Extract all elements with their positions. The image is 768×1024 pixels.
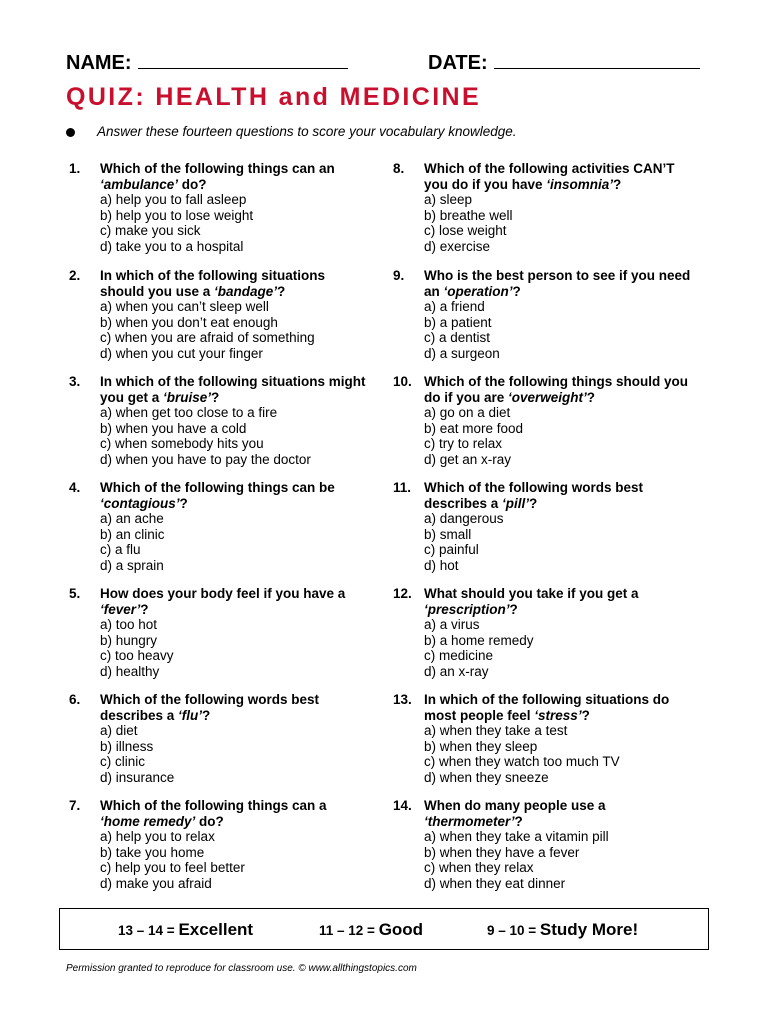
answer-options xyxy=(100,299,369,361)
question-text: Which of the following activities CAN’T you do if you have xyxy=(424,161,675,192)
answer-option[interactable]: d) a sprain xyxy=(100,557,164,573)
question-number: 6. xyxy=(69,692,81,707)
answer-option[interactable]: b) a patient xyxy=(424,314,492,330)
answer-option[interactable]: c) too heavy xyxy=(100,648,174,664)
answer-options xyxy=(424,617,693,679)
name-blank-line[interactable] xyxy=(138,50,348,69)
vocabulary-term: ‘bruise’ xyxy=(163,389,212,405)
answer-option[interactable]: d) make you afraid xyxy=(100,875,212,891)
score-good xyxy=(319,920,423,940)
answer-option[interactable]: c) medicine xyxy=(424,648,494,664)
answer-option[interactable]: b) illness xyxy=(100,738,154,754)
question-number: 2. xyxy=(69,268,81,283)
question-end: do? xyxy=(195,813,224,829)
answer-option[interactable]: c) when they relax xyxy=(424,860,534,876)
question-stem xyxy=(100,374,369,405)
question-number: 4. xyxy=(69,480,81,495)
question-stem xyxy=(100,692,369,723)
answer-option[interactable]: a) help you to relax xyxy=(100,829,215,845)
answer-option[interactable]: d) exercise xyxy=(424,238,491,254)
question-text: Which of the following things can an xyxy=(100,161,335,176)
question-text: Who is the best person to see if you need an xyxy=(424,268,691,299)
vocabulary-term: ‘operation’ xyxy=(443,283,513,299)
date-field xyxy=(428,50,700,75)
answer-option[interactable]: b) hungry xyxy=(100,632,158,648)
answer-option[interactable]: b) when they sleep xyxy=(424,738,538,754)
answer-options xyxy=(424,405,693,467)
answer-option[interactable]: d) when they sneeze xyxy=(424,769,549,785)
question-stem xyxy=(424,161,693,192)
answer-option[interactable]: a) sleep xyxy=(424,192,473,208)
question-text: Which of the following things should you do if you are xyxy=(424,374,688,405)
question-end: ? xyxy=(613,176,622,192)
score-range: 11 – 12 = xyxy=(319,923,379,938)
question-end: ? xyxy=(586,389,596,405)
question-4 xyxy=(69,480,369,574)
answer-options xyxy=(424,829,693,891)
question-stem xyxy=(424,798,693,829)
answer-option[interactable]: a) an ache xyxy=(100,511,164,527)
score-study-more xyxy=(487,920,638,940)
answer-options xyxy=(100,405,369,467)
vocabulary-term: ‘insomnia’ xyxy=(546,176,614,192)
bullet-icon xyxy=(66,128,75,137)
question-stem xyxy=(100,586,369,617)
question-end: do? xyxy=(178,176,207,192)
answer-options xyxy=(100,617,369,679)
answer-option[interactable]: d) when you cut your finger xyxy=(100,345,263,361)
question-end: ? xyxy=(211,389,220,405)
question-8 xyxy=(393,161,693,255)
answer-option[interactable]: d) a surgeon xyxy=(424,345,500,361)
answer-option[interactable]: a) when they take a test xyxy=(424,723,568,739)
question-end: ? xyxy=(202,707,211,723)
score-word: Good xyxy=(378,920,424,939)
answer-option[interactable]: a) a virus xyxy=(424,617,480,633)
answer-option[interactable]: a) a friend xyxy=(424,299,485,315)
question-end: ? xyxy=(140,601,149,617)
answer-option[interactable]: b) when you have a cold xyxy=(100,420,247,436)
answer-option[interactable]: d) healthy xyxy=(100,663,160,679)
question-10 xyxy=(393,374,693,468)
vocabulary-term: ‘fever’ xyxy=(100,601,141,617)
question-end: ? xyxy=(509,601,518,617)
name-field xyxy=(66,50,348,75)
question-number: 3. xyxy=(69,374,81,389)
answer-option[interactable]: c) a flu xyxy=(100,542,141,558)
answer-option[interactable]: c) lose weight xyxy=(424,223,507,239)
question-stem xyxy=(100,480,369,511)
answer-option[interactable]: c) clinic xyxy=(100,754,146,770)
question-text: In which of the following situations should you use a xyxy=(100,268,325,299)
question-end: ? xyxy=(529,495,538,511)
answer-option[interactable]: d) hot xyxy=(424,557,459,573)
question-number: 13. xyxy=(393,692,412,707)
question-text: What should you take if you get a xyxy=(424,586,639,601)
answer-option[interactable]: b) breathe well xyxy=(424,207,513,223)
question-stem xyxy=(424,692,693,723)
answer-option[interactable]: b) a home remedy xyxy=(424,632,534,648)
vocabulary-term: ‘thermometer’ xyxy=(424,813,515,829)
answer-option[interactable]: b) when you don’t eat enough xyxy=(100,314,278,330)
answer-option[interactable]: c) when somebody hits you xyxy=(100,436,264,452)
permission-footer: Permission granted to reproduce for classroom use. © www.allthingstopics.com xyxy=(66,963,417,974)
question-end: ? xyxy=(277,283,286,299)
vocabulary-term: ‘ambulance’ xyxy=(100,176,179,192)
question-end: ? xyxy=(512,283,521,299)
question-stem xyxy=(100,798,369,829)
answer-option[interactable]: d) an x-ray xyxy=(424,663,489,679)
question-9 xyxy=(393,268,693,362)
answer-options xyxy=(100,829,369,891)
question-14 xyxy=(393,798,693,892)
answer-options xyxy=(424,192,693,254)
answer-option[interactable]: b) when they have a fever xyxy=(424,844,580,860)
question-number: 9. xyxy=(393,268,405,283)
quiz-title: QUIZ: HEALTH and MEDICINE xyxy=(66,83,482,111)
question-number: 11. xyxy=(393,480,412,495)
answer-option[interactable]: b) help you to lose weight xyxy=(100,207,254,223)
question-text: Which of the following things can a xyxy=(100,798,327,813)
score-range: 9 – 10 = xyxy=(487,923,540,938)
name-label: NAME: xyxy=(66,52,132,74)
answer-option[interactable]: b) eat more food xyxy=(424,420,524,436)
question-11 xyxy=(393,480,693,574)
answer-option[interactable]: c) help you to feel better xyxy=(100,860,245,876)
question-text: In which of the following situations might you get a xyxy=(100,374,366,405)
question-text: Which of the following words best describes a xyxy=(424,480,643,511)
answer-option[interactable]: c) try to relax xyxy=(424,436,503,452)
question-number: 14. xyxy=(393,798,412,813)
answer-option[interactable]: a) when get too close to a fire xyxy=(100,405,278,421)
answer-options xyxy=(100,723,369,785)
question-end: ? xyxy=(581,707,590,723)
question-stem xyxy=(100,268,369,299)
answer-options xyxy=(100,192,369,254)
answer-option[interactable]: c) when they watch too much TV xyxy=(424,754,620,770)
answer-option[interactable]: d) insurance xyxy=(100,769,175,785)
answer-option[interactable]: a) help you to fall asleep xyxy=(100,192,247,208)
vocabulary-term: ‘overweight’ xyxy=(508,389,587,405)
question-12 xyxy=(393,586,693,680)
answer-option[interactable]: c) a dentist xyxy=(424,330,491,346)
vocabulary-term: ‘contagious’ xyxy=(100,495,180,511)
score-range: 13 – 14 = xyxy=(118,923,179,938)
vocabulary-term: ‘stress’ xyxy=(534,707,582,723)
answer-option[interactable]: c) painful xyxy=(424,542,479,558)
answer-options xyxy=(100,511,369,573)
question-number: 12. xyxy=(393,586,412,601)
answer-option[interactable]: a) diet xyxy=(100,723,138,739)
question-3 xyxy=(69,374,369,468)
score-excellent xyxy=(118,920,253,940)
question-5 xyxy=(69,586,369,680)
answer-option[interactable]: c) when you are afraid of something xyxy=(100,330,315,346)
instructions-text: Answer these fourteen questions to score your vocabulary knowledge. xyxy=(97,124,517,139)
vocabulary-term: ‘bandage’ xyxy=(214,283,278,299)
question-stem xyxy=(424,586,693,617)
question-number: 5. xyxy=(69,586,81,601)
header-row xyxy=(66,50,706,80)
question-number: 8. xyxy=(393,161,405,176)
answer-option[interactable]: a) when they take a vitamin pill xyxy=(424,829,609,845)
answer-option[interactable]: c) make you sick xyxy=(100,223,201,239)
question-stem xyxy=(100,161,369,192)
question-stem xyxy=(424,480,693,511)
question-6 xyxy=(69,692,369,786)
date-label: DATE: xyxy=(428,52,488,74)
question-stem xyxy=(424,374,693,405)
question-text: Which of the following things can be xyxy=(100,480,335,495)
answer-option[interactable]: a) too hot xyxy=(100,617,158,633)
question-end: ? xyxy=(179,495,188,511)
question-7 xyxy=(69,798,369,892)
vocabulary-term: ‘prescription’ xyxy=(424,601,510,617)
score-word: Excellent xyxy=(178,920,254,939)
score-box xyxy=(59,908,709,950)
question-stem xyxy=(424,268,693,299)
question-1 xyxy=(69,161,369,255)
question-text: In which of the following situations do most people feel xyxy=(424,692,670,723)
answer-option[interactable]: d) get an x-ray xyxy=(424,451,512,467)
question-number: 1. xyxy=(69,161,81,176)
vocabulary-term: ‘pill’ xyxy=(502,495,530,511)
question-end: ? xyxy=(514,813,523,829)
answer-option[interactable]: d) when they eat dinner xyxy=(424,875,566,891)
answer-option[interactable]: a) when you can’t sleep well xyxy=(100,299,269,315)
score-word: Study More! xyxy=(539,920,639,939)
vocabulary-term: ‘flu’ xyxy=(178,707,203,723)
question-13 xyxy=(393,692,693,786)
answer-options xyxy=(424,723,693,785)
question-number: 7. xyxy=(69,798,81,813)
answer-option[interactable]: d) when you have to pay the doctor xyxy=(100,451,311,467)
answer-option[interactable]: a) go on a diet xyxy=(424,405,511,421)
answer-option[interactable]: b) take you home xyxy=(100,844,205,860)
answer-option[interactable]: b) an clinic xyxy=(100,526,165,542)
question-text: How does your body feel if you have a xyxy=(100,586,346,601)
answer-options xyxy=(424,511,693,573)
answer-option[interactable]: b) small xyxy=(424,526,472,542)
vocabulary-term: ‘home remedy’ xyxy=(100,813,196,829)
answer-option[interactable]: a) dangerous xyxy=(424,511,504,527)
question-2 xyxy=(69,268,369,362)
answer-option[interactable]: d) take you to a hospital xyxy=(100,238,244,254)
question-text: Which of the following words best describes a xyxy=(100,692,319,723)
question-text: When do many people use a xyxy=(424,798,606,813)
date-blank-line[interactable] xyxy=(494,50,700,69)
question-number: 10. xyxy=(393,374,412,389)
answer-options xyxy=(424,299,693,361)
